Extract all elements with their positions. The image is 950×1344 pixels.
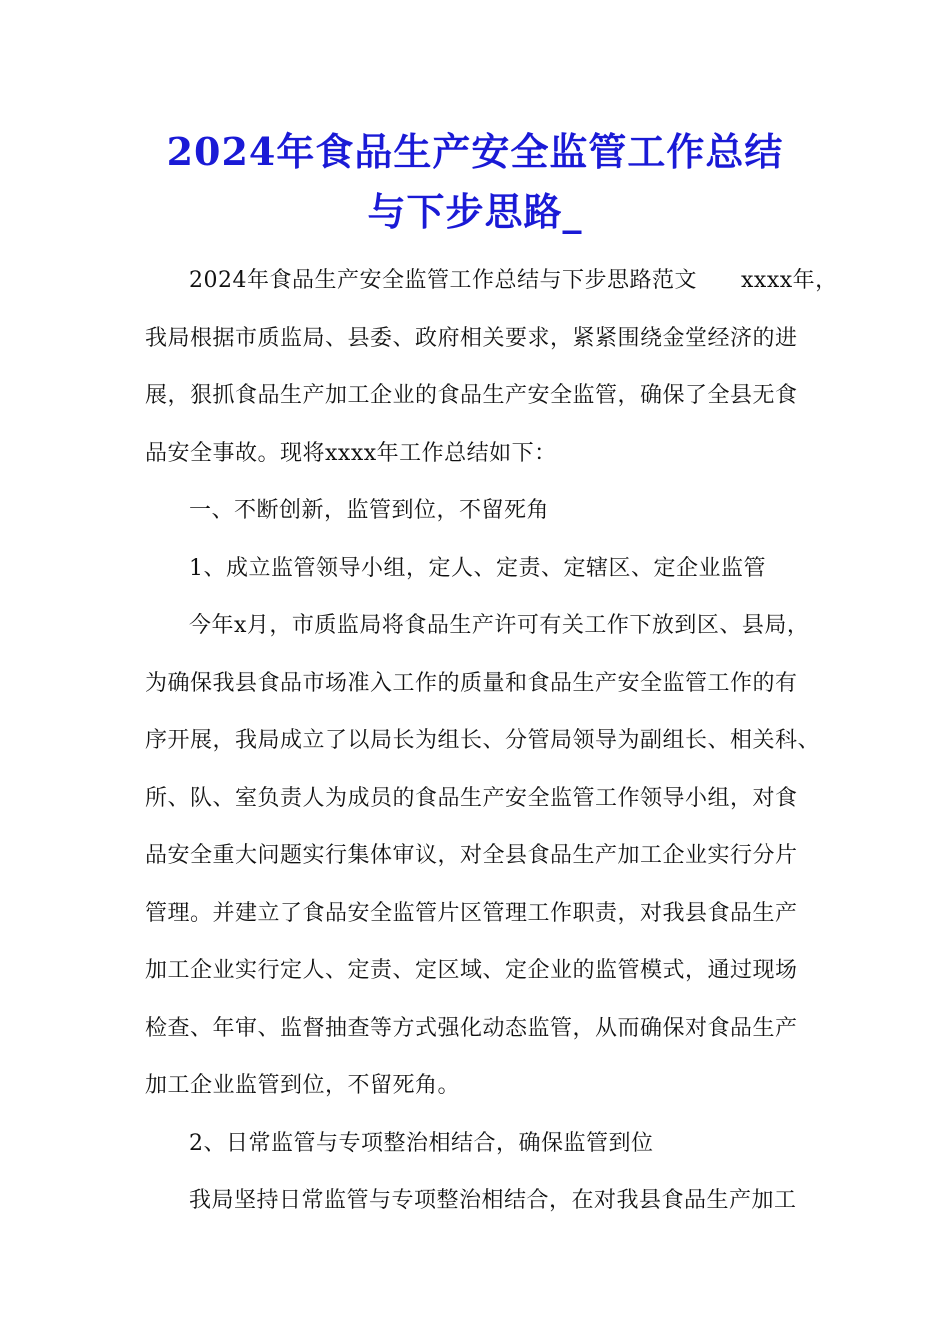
section-heading-1: 一、不断创新，监管到位，不留死角 <box>189 498 550 523</box>
paragraph-2-line-7: 加工企业实行定人、定责、定区域、定企业的监管模式，通过现场 <box>145 958 798 983</box>
document-title-line-2: 与下步思路_ <box>367 189 583 234</box>
paragraph-2-line-6: 管理。并建立了食品安全监管片区管理工作职责，对我县食品生产 <box>145 900 798 926</box>
document-title-line-1: 2024年食品生产安全监管工作总结 <box>166 129 784 174</box>
paragraph-intro-line-4: 品安全事故。现将xxxx年工作总结如下： <box>145 440 557 466</box>
paragraph-2-line-4: 所、队、室负责人为成员的食品生产安全监管工作领导小组，对食 <box>145 785 798 811</box>
intro-year-text: xxxx年， <box>741 268 838 293</box>
subsection-heading-1: 1、成立监管领导小组，定人、定责、定辖区、定企业监管 <box>189 555 766 581</box>
subsection-heading-2: 2、日常监管与专项整治相结合，确保监管到位 <box>189 1130 654 1156</box>
paragraph-2-line-5: 品安全重大问题实行集体审议，对全县食品生产加工企业实行分片 <box>145 843 798 868</box>
paragraph-2-line-2: 为确保我县食品市场准入工作的质量和食品生产安全监管工作的有 <box>145 670 798 696</box>
paragraph-intro-line-3: 展，狠抓食品生产加工企业的食品生产安全监管，确保了全县无食 <box>145 383 798 408</box>
paragraph-intro-line-2: 我局根据市质监局、县委、政府相关要求，紧紧围绕金堂经济的进 <box>145 325 798 351</box>
paragraph-3-line-1: 我局坚持日常监管与专项整治相结合，在对我县食品生产加工 <box>189 1188 797 1213</box>
document-body <box>145 252 838 1230</box>
intro-text: 2024年食品生产安全监管工作总结与下步思路范文 <box>189 268 697 293</box>
paragraph-2-line-1: 今年x月，市质监局将食品生产许可有关工作下放到区、县局， <box>189 613 810 638</box>
paragraph-intro-line-1 <box>145 252 838 310</box>
paragraph-2-line-3: 序开展，我局成立了以局长为组长、分管局领导为副组长、相关科、 <box>145 728 821 753</box>
paragraph-2-line-9: 加工企业监管到位，不留死角。 <box>145 1073 461 1098</box>
paragraph-2-line-8: 检查、年审、监督抽查等方式强化动态监管，从而确保对食品生产 <box>145 1015 798 1041</box>
